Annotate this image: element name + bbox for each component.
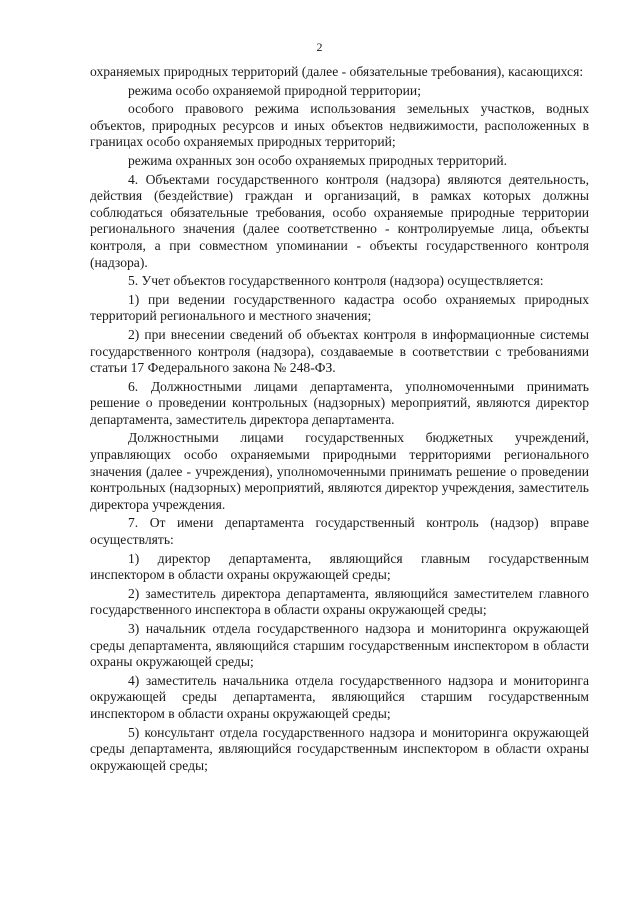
paragraph: 5. Учет объектов государственного контроля (надзора) осуществляется: <box>128 273 544 289</box>
paragraph: 1) директор департамента, являющийся главным государственным инспектором в области охраны окружающей среды; <box>90 550 589 583</box>
paragraph: режима особо охраняемой природной территории; <box>128 82 421 98</box>
document-body <box>90 64 589 774</box>
paragraph: 1) при ведении государственного кадастра особо охраняемых природных территорий регионального и местного значения; <box>90 291 589 324</box>
paragraph: 4. Объектами государственного контроля (надзора) являются деятельность, действия (бездействие) граждан и организаций, в рамках которых должны соблюдаться обязательные требования, особо охраняемые природные территории регионального значения (далее соответственно - контролируемые лица, объекты контроля, а при совместном упоминании - объекты государственного контроля (надзора). <box>90 171 589 270</box>
page-number: 2 <box>316 40 323 54</box>
paragraph: Должностными лицами государственных бюджетных учреждений, управляющих особо охраняемыми природными территориями регионального значения (далее - учреждения), уполномоченными принимать решение о проведении контрольных (надзорных) мероприятий, являются директор учреждения, заместитель директора учреждения. <box>90 430 589 512</box>
paragraph: 6. Должностными лицами департамента, уполномоченными принимать решение о проведении контрольных (надзорных) мероприятий, являются директор департамента, заместитель директора департамента. <box>90 378 589 427</box>
paragraph: 2) при внесении сведений об объектах контроля в информационные системы государственного контроля (надзора), создаваемые в соответствии с требованиями статьи 17 Федерального закона № 248-ФЗ. <box>90 326 589 376</box>
paragraph: охраняемых природных территорий (далее - обязательные требования), касающихся: <box>90 64 584 79</box>
paragraph: 3) начальник отдела государственного надзора и мониторинга окружающей среды департамента, являющийся старшим государственным инспектором в области охраны окружающей среды; <box>90 621 589 670</box>
paragraph: особого правового режима использования земельных участков, водных объектов, природных ресурсов и иных объектов недвижимости, расположенных в границах особо охраняемых природных территорий; <box>90 101 589 150</box>
paragraph: режима охранных зон особо охраняемых природных территорий. <box>128 152 508 168</box>
paragraph: 2) заместитель директора департамента, являющийся заместителем главного государственного инспектора в области охраны окружающей среды; <box>90 585 589 618</box>
paragraph: 4) заместитель начальника отдела государственного надзора и мониторинга окружающей среды департамента, являющийся старшим государственным инспектором в области охраны окружающей среды; <box>90 672 589 721</box>
paragraph: 7. От имени департамента государственный контроль (надзор) вправе осуществлять: <box>90 515 589 548</box>
paragraph: 5) консультант отдела государственного надзора и мониторинга окружающей среды департамента, являющийся государственным инспектором в области охраны окружающей среды; <box>90 724 589 773</box>
